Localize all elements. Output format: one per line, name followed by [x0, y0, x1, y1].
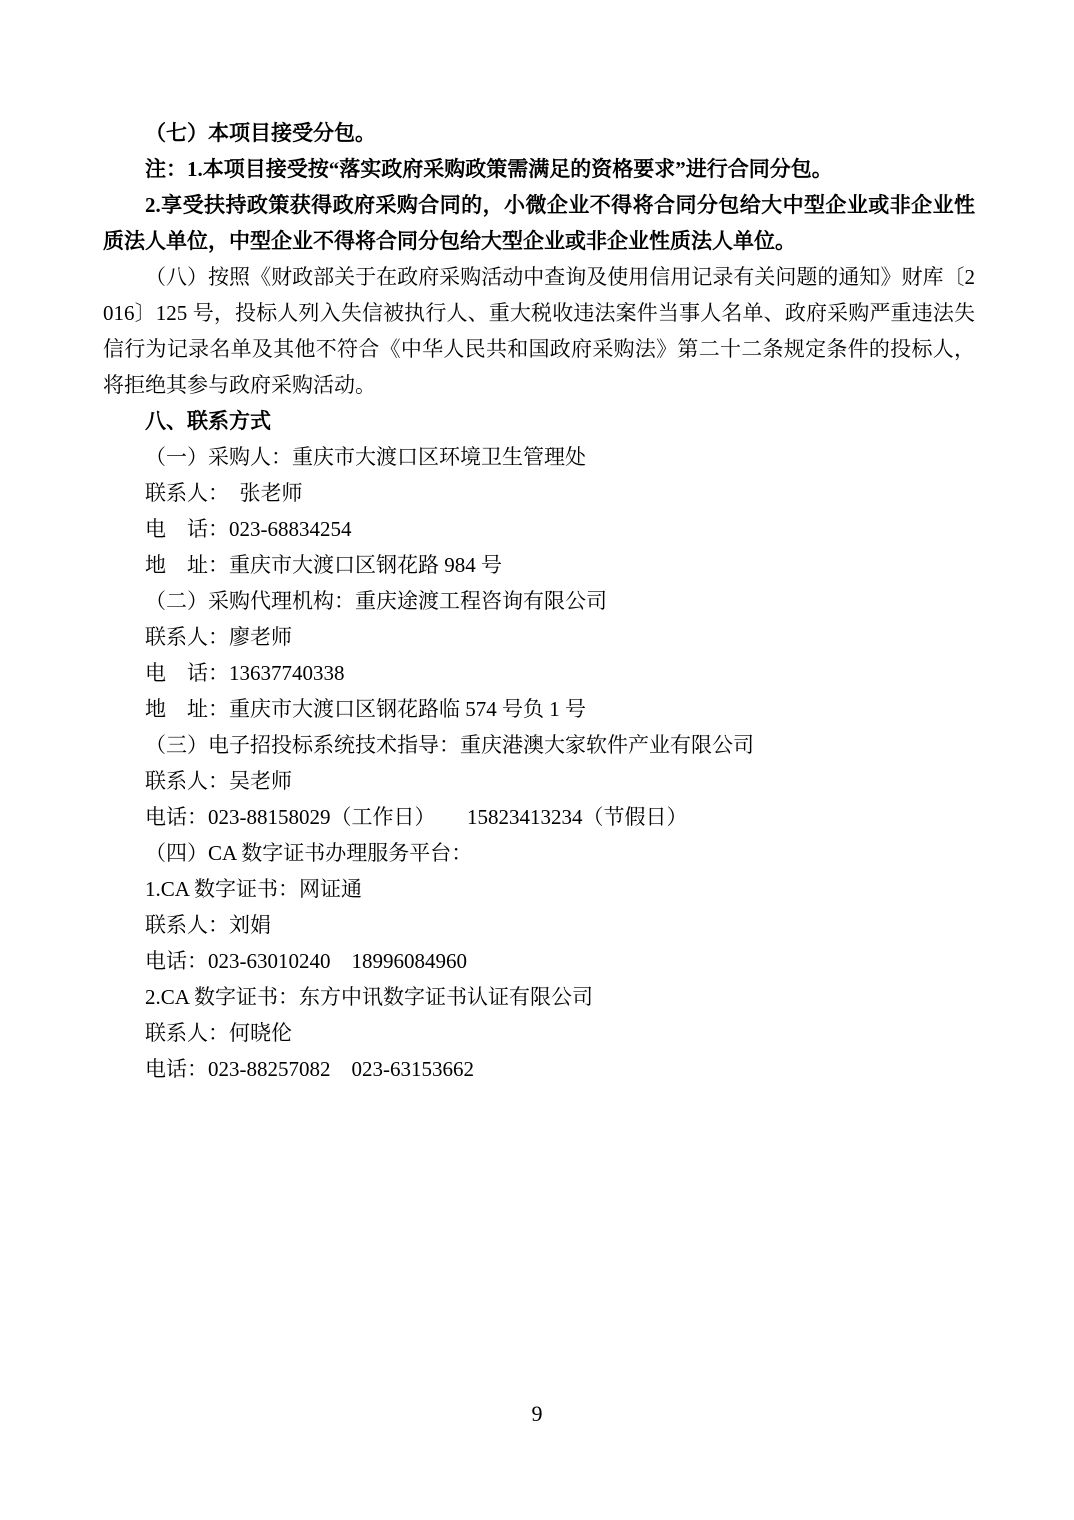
- line-ebidding-contact: 联系人：吴老师: [145, 769, 292, 793]
- line-ebidding-phone: 电话：023-88158029（工作日） 15823413234（节假日）: [145, 805, 688, 829]
- line-purchaser: （一）采购人：重庆市大渡口区环境卫生管理处: [145, 445, 586, 469]
- para-note-2: 2.享受扶持政策获得政府采购合同的，小微企业不得将合同分包给大中型企业或非企业性质法人单位，中型企业不得将合同分包给大型企业或非企业性质法人单位。: [103, 193, 975, 253]
- page-number: 9: [531, 1401, 543, 1426]
- line-ca1-contact: 联系人：刘娟: [145, 913, 271, 937]
- para-item7-subcontract: （七）本项目接受分包。: [145, 121, 376, 145]
- line-ca2-contact: 联系人：何晓伦: [145, 1021, 292, 1045]
- line-agency-contact: 联系人：廖老师: [145, 625, 292, 649]
- line-ca-platform-heading: （四）CA 数字证书办理服务平台：: [145, 841, 473, 865]
- line-ca1-provider: 1.CA 数字证书：网证通: [145, 877, 363, 901]
- line-purchaser-phone: 电 话：023-68834254: [145, 517, 352, 541]
- line-purchaser-address: 地 址：重庆市大渡口区钢花路 984 号: [145, 553, 502, 577]
- para-note-1: 注：1.本项目接受按“落实政府采购政策需满足的资格要求”进行合同分包。: [145, 157, 833, 181]
- line-ca2-phone: 电话：023-88257082 023-63153662: [145, 1057, 474, 1081]
- heading-contact-info: 八、联系方式: [145, 409, 271, 433]
- line-agency-phone: 电 话：13637740338: [145, 661, 345, 685]
- document-body: [103, 115, 975, 1087]
- line-purchaser-contact: 联系人： 张老师: [145, 481, 303, 505]
- line-ca1-phone: 电话：023-63010240 18996084960: [145, 949, 467, 973]
- line-agency: （二）采购代理机构：重庆途渡工程咨询有限公司: [145, 589, 607, 613]
- line-agency-address: 地 址：重庆市大渡口区钢花路临 574 号负 1 号: [145, 697, 586, 721]
- line-ebidding-support: （三）电子招投标系统技术指导：重庆港澳大家软件产业有限公司: [145, 733, 754, 757]
- para-item8-credit-record: （八）按照《财政部关于在政府采购活动中查询及使用信用记录有关问题的通知》财库〔2016〕125 号，投标人列入失信被执行人、重大税收违法案件当事人名单、政府采购严重违法失信行为记录名单及其他不符合《中华人民共和国政府采购法》第二十二条规定条件的投标人，将拒绝其参与政府采购活动。: [103, 265, 975, 397]
- line-ca2-provider: 2.CA 数字证书：东方中讯数字证书认证有限公司: [145, 985, 594, 1009]
